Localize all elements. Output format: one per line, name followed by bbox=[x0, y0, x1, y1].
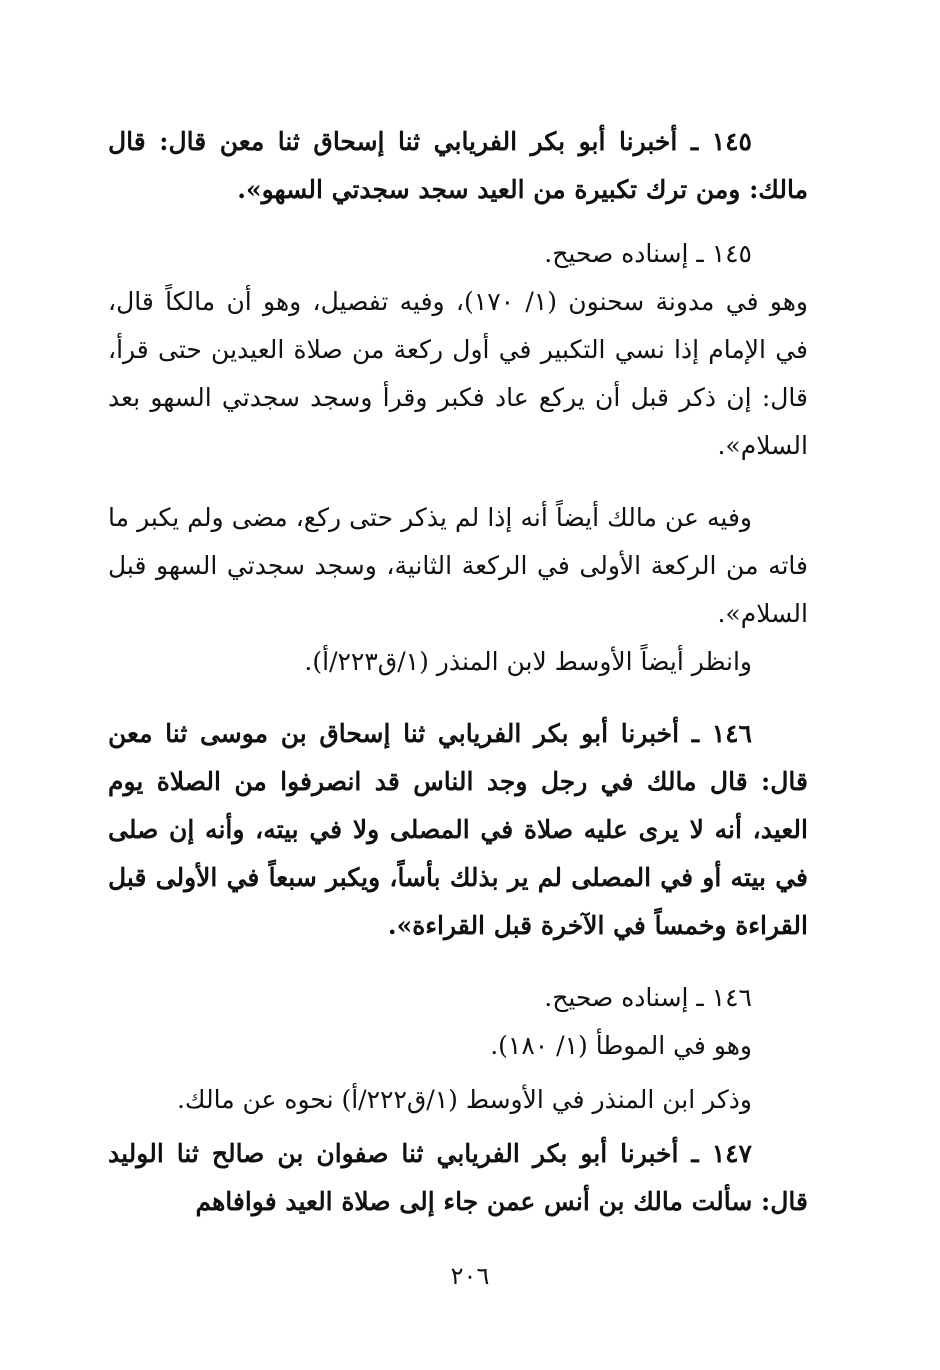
narration-145: ١٤٥ ـ أخبرنا أبو بكر الفريابي ثنا إسحاق ثنا معن قال: قال مالك: ومن ترك تكبيرة من العيد سجد سجدتي السهو». bbox=[108, 127, 808, 204]
commentary-145-isnad: ١٤٥ ـ إسناده صحيح. bbox=[544, 239, 752, 268]
commentary-145-mudawwana: وهو في مدونة سحنون (١/ ١٧٠)، وفيه تفصيل، وهو أن مالكاً قال، في الإمام إذا نسي التكبير في أول ركعة من صلاة العيدين حتى قرأ، قال: إن ذكر قبل أن يركع عاد فكبر وقرأ وسجد سجدتي السهو بعد السلام». bbox=[108, 287, 809, 460]
commentary-146-muwatta: وهو في الموطأ (١/ ١٨٠). bbox=[490, 1031, 752, 1060]
page-body bbox=[108, 118, 808, 1226]
page-number: ٢٠٦ bbox=[450, 1262, 490, 1290]
commentary-146-isnad: ١٤٦ ـ إسناده صحيح. bbox=[544, 983, 752, 1012]
narration-146: ١٤٦ ـ أخبرنا أبو بكر الفريابي ثنا إسحاق بن موسى ثنا معن قال: قال مالك في رجل وجد الناس قد انصرفوا من الصلاة يوم العيد، أنه لا يرى عليه صلاة في المصلى ولا في بيته، وأنه إن صلى في بيته أو في المصلى لم ير بذلك بأساً، ويكبر سبعاً في الأولى قبل القراءة وخمساً في الآخرة قبل القراءة». bbox=[108, 719, 808, 940]
commentary-145-awsat: وانظر أيضاً الأوسط لابن المنذر (١/ق٢٢٣/أ). bbox=[304, 647, 752, 676]
narration-147: ١٤٧ ـ أخبرنا أبو بكر الفريابي ثنا صفوان بن صالح ثنا الوليد قال: سألت مالك بن أنس عمن جاء إلى صلاة العيد فوافاهم bbox=[108, 1139, 808, 1216]
commentary-146-awsat: وذكر ابن المنذر في الأوسط (١/ق٢٢٢/أ) نحوه عن مالك. bbox=[176, 1085, 752, 1114]
commentary-145-malik: وفيه عن مالك أيضاً أنه إذا لم يذكر حتى ركع، مضى ولم يكبر ما فاته من الركعة الأولى في الركعة الثانية، وسجد سجدتي السهو قبل السلام». bbox=[108, 503, 808, 628]
